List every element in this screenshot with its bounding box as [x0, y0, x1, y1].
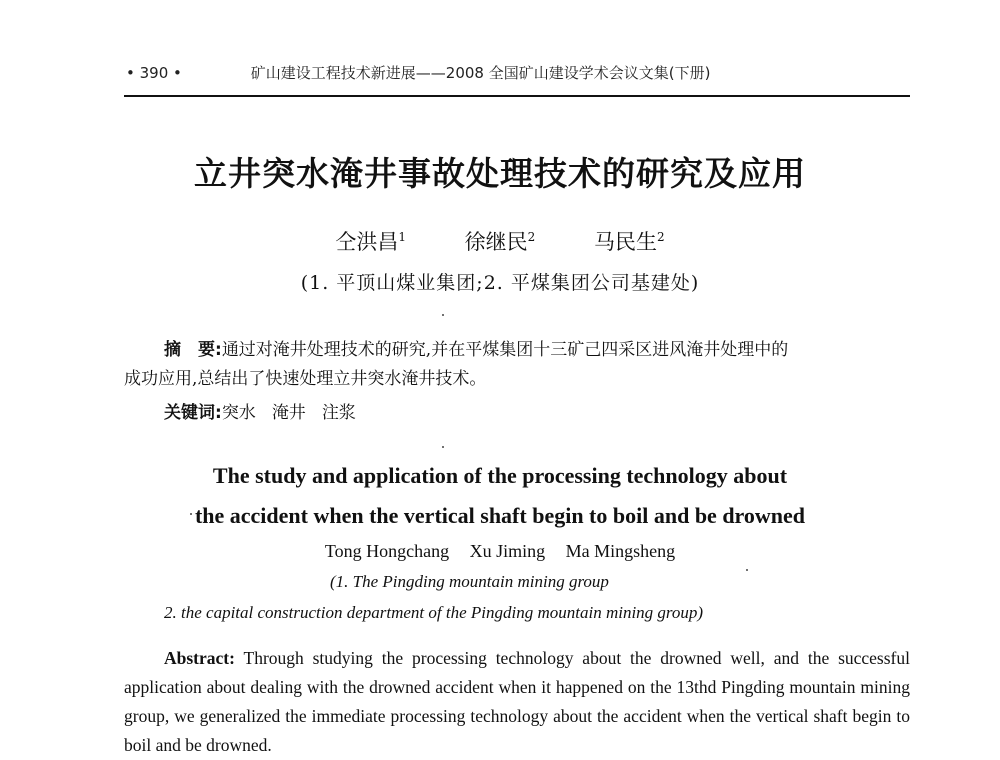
- abstract-en: [124, 644, 910, 760]
- author-en: Tong Hongchang: [324, 541, 450, 561]
- author-affil-mark: 2: [657, 230, 665, 244]
- author-en: Ma Mingsheng: [565, 541, 676, 561]
- author-affil-mark: 2: [527, 230, 536, 244]
- authors-en: [0, 541, 1000, 562]
- abstract-en-paragraph: [124, 644, 910, 760]
- author-cn-3: [594, 230, 665, 254]
- keywords-cn-label: 关键词:: [164, 403, 222, 423]
- abstract-cn-label: 摘 要:: [164, 340, 222, 360]
- paper-title-en-line-2: the accident when the vertical shaft begin to boil and be drowned: [194, 503, 806, 528]
- affiliation-cn: (1. 平顶山煤业集团;2. 平煤集团公司基建处): [300, 272, 700, 294]
- abstract-cn: [124, 336, 910, 394]
- affiliation-en-line-1: (1. The Pingding mountain mining group: [330, 572, 609, 591]
- paper-title-cn: 立井突水淹井事故处理技术的研究及应用: [194, 154, 806, 193]
- abstract-cn-text-2: 成功应用,总结出了快速处理立井突水淹井技术。: [124, 369, 487, 389]
- page-number: • 390 •: [126, 64, 182, 82]
- authors-cn: [0, 226, 1000, 256]
- author-name: 徐继民: [464, 230, 528, 254]
- scan-speck: [746, 569, 748, 571]
- keyword: 注浆: [321, 403, 356, 423]
- affiliation-en-line-2: 2. the capital construction department of the Pingding mountain mining group): [164, 603, 704, 622]
- author-name: 仝洪昌: [335, 230, 399, 254]
- author-affil-mark: 1: [398, 230, 406, 244]
- header-rule: [124, 95, 910, 97]
- paper-title-en-line-1: The study and application of the processing technology about: [212, 463, 788, 488]
- author-name: 马民生: [594, 230, 657, 254]
- scan-speck: [442, 446, 444, 448]
- journal-title: 矿山建设工程技术新进展——2008 全国矿山建设学术会议文集(下册): [250, 64, 711, 82]
- abstract-cn-line-1: [124, 336, 910, 365]
- scan-speck: [442, 314, 444, 316]
- abstract-en-label: Abstract:: [164, 648, 235, 668]
- author-en: Xu Jiming: [469, 541, 546, 561]
- abstract-cn-text-1: 通过对淹井处理技术的研究,并在平煤集团十三矿己四采区进风淹井处理中的: [221, 340, 789, 360]
- keywords-cn: [164, 398, 372, 423]
- scan-speck: [190, 513, 192, 515]
- running-header: [126, 62, 910, 83]
- author-cn-2: [465, 230, 536, 254]
- keyword: 淹井: [271, 403, 306, 423]
- keyword: 突水: [221, 403, 256, 423]
- abstract-en-text: Through studying the processing technology about the drowned well, and the successful application about dealing with the drowned accident when it happened on the 13thd Pingding mountain mining group, we generalized the immediate processing technology about the accident when the vertical shaft begin to boil and be drowned.: [124, 648, 910, 755]
- author-cn-1: [335, 230, 406, 254]
